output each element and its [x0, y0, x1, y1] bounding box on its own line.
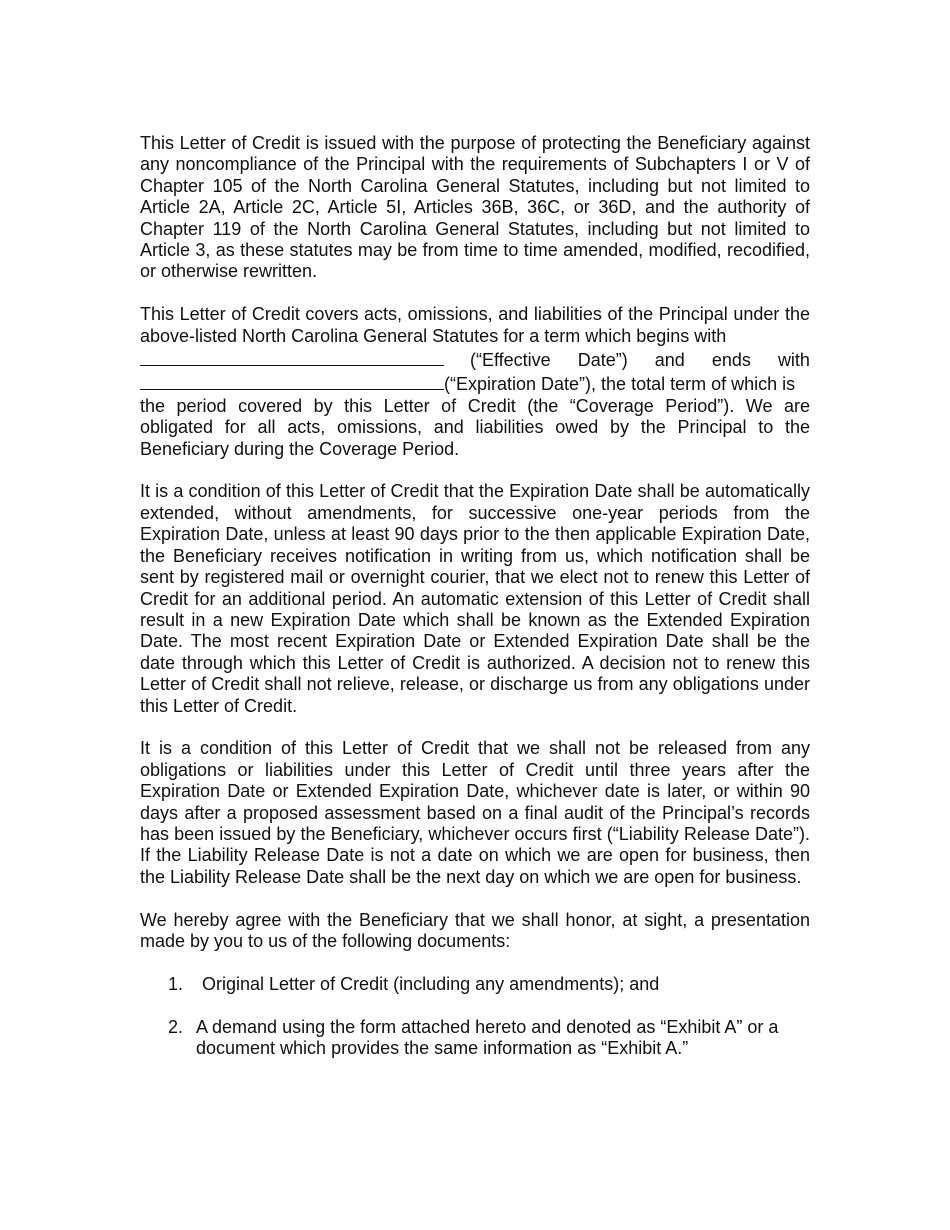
coverage-term-paragraph — [140, 304, 810, 460]
required-documents-list — [140, 974, 810, 1060]
list-item — [140, 1017, 810, 1060]
list-item-number: 1. — [168, 973, 184, 994]
list-item-text: A demand using the form attached hereto and denoted as “Exhibit A” or a document which provides the same information as “Exhibit A.” — [196, 1016, 779, 1058]
letter-of-credit-page — [140, 133, 810, 1081]
effective-date-word: (“Effective — [470, 350, 551, 371]
effective-date-word: with — [777, 350, 810, 371]
effective-date-label — [470, 350, 810, 371]
list-item-number: 2. — [168, 1016, 184, 1037]
list-item-text: Original Letter of Credit (including any amendments); and — [202, 973, 660, 994]
expiration-date-line — [140, 371, 810, 395]
effective-date-word: ends — [711, 350, 751, 371]
list-item — [140, 974, 810, 995]
automatic-extension-paragraph: It is a condition of this Letter of Credit that the Expiration Date shall be automatically extended, without amendments, for successive one-year periods from the Expiration Date, unless at least 90 days prior to the then applicable Expiration Date, the Beneficiary receives notification in writing from us, which notification shall be sent by registered mail or overnight courier, that we elect not to renew this Letter of Credit for an additional period. An automatic extension of this Letter of Credit shall result in a new Expiration Date which shall be known as the Extended Expiration Date. The most recent Expiration Date or Extended Expiration Date shall be the date through which this Letter of Credit is authorized. A decision not to renew this Letter of Credit shall not relieve, release, or discharge us from any obligations under this Letter of Credit. — [140, 481, 810, 716]
purpose-paragraph: This Letter of Credit is issued with the purpose of protecting the Beneficiary against any noncompliance of the Principal with the requirements of Subchapters I or V of Chapter 105 of the North Carolina General Statutes, including but not limited to Article 2A, Article 2C, Article 5I, Articles 36B, 36C, or 36D, and the authority of Chapter 119 of the North Carolina General Statutes, including but not limited to Article 3, as these statutes may be from time to time amended, modified, recodified, or otherwise rewritten. — [140, 133, 810, 282]
coverage-term-intro: This Letter of Credit covers acts, omissions, and liabilities of the Principal under the above-listed North Carolina General Statutes for a term which begins with — [140, 304, 810, 346]
expiration-date-blank[interactable] — [140, 371, 444, 390]
liability-release-paragraph: It is a condition of this Letter of Credit that we shall not be released from any obligations or liabilities under this Letter of Credit until three years after the Expiration Date or Extended Expiration Date, whichever date is later, or within 90 days after a proposed assessment based on a final audit of the Principal’s records has been issued by the Beneficiary, whichever occurs first (“Liability Release Date”). If the Liability Release Date is not a date on which we are open for business, then the Liability Release Date shall be the next day on which we are open for business. — [140, 738, 810, 887]
effective-date-line — [140, 347, 810, 371]
expiration-date-label: (“Expiration Date”), the total term of which is — [444, 374, 796, 395]
honor-presentation-paragraph: We hereby agree with the Beneficiary that we shall honor, at sight, a presentation made by you to us of the following documents: — [140, 909, 810, 951]
effective-date-blank[interactable] — [140, 347, 444, 366]
coverage-period-text: the period covered by this Letter of Credit (the “Coverage Period”). We are obligated for all acts, omissions, and liabilities owed by the Principal to the Beneficiary during the Coverage Period. — [140, 395, 810, 459]
effective-date-word: Date”) — [577, 350, 628, 371]
effective-date-word: and — [654, 350, 685, 371]
